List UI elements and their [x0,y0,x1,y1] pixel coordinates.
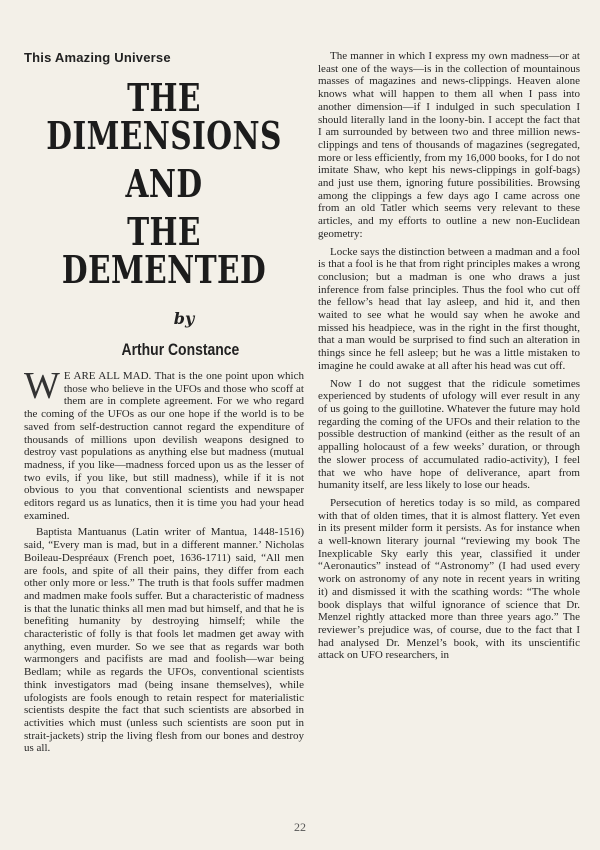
author-name: Arthur Constance [121,340,240,359]
title-line-3: THE DEMENTED [61,209,267,292]
title-line-1: THE DIMENSIONS [46,75,282,158]
right-paragraph-4: Persecution of heretics today is so mild, as compared with that of olden times, that it is almost flattery. Yet even in its present milder form it persists. As for instance when a well-known literary journal “reviewing my book The Inexplicable Sky early this year, classified it under “Aeronautics” instead of “Astronomy” (I had used every work on astronomy of any note in recent years in writing it) and dismissed it with the scathing words: “The whole book displays that wilful ignorance of science that Dr. Menzel rightly attacked more than three years ago.” The reviewer’s prejudice was, of course, due to the fact that I had analysed Dr. Menzel’s book, with its unscientific attack on UFO researchers, in [318,496,580,662]
drop-cap: W [24,365,60,407]
byline-by: by [173,309,195,328]
left-paragraph-2: Baptista Mantuanus (Latin writer of Mantua, 1448-1516) said, “Every man is mad, but in a different manner.’ Nicholas Boileau-Despréaux (French poet, 1636-1711) said, “All men are fools, and spite of all their pains, they differ from each other only more or less.” The truth is that fools suffer madmen and madmen make fools suffer. But a characteristic of madness is that the lunatic thinks all men mad but himself, and that he is benefiting humanity by destroying himself; while the characteristic of folly is that fools let madmen get away with anything, even murder. So we see that as regards war both warmongers and pacifists are mad and foolish—war being Bedlam; while as regards the UFOs, conventional scientists think investigators mad (being insane themselves), while ufologists are fools enough to retain respect for materialistic scientists despite the fact that such scientists are absorbed in activities which must (unless such scientists are soon put in strait-jackets) strip the living flesh from our bones and destroy us all. [24,526,304,755]
page-number: 22 [294,820,306,834]
right-paragraph-3: Now I do not suggest that the ridicule sometimes experienced by students of ufology will ever result in any of us going to the guillotine. Whatever the future may hold regarding the coming of the UFOs and their relation to the possible destruction of mankind (either as the result of an appalling holocaust of a few weeks’ duration, or through the slower process of accumulated radio-activity), I feel that we who have hope of deliverance, apart from humanity itself, are less likely to lose our heads. [318,377,580,492]
right-body-text [318,50,580,662]
right-column [318,50,580,667]
left-body-text [24,365,304,755]
right-paragraph-1: The manner in which I express my own madness—or at least one of the ways—is in the collection of mountainous masses of magazines and news-clippings. Heaven alone knows what will happen to them all when I pass into another dimension—if I indulged in such speculation I should literally land in the loony-bin. I accept the fact that I am surrounded by between two and three million news-clippings and tens of thousands of magazines (segregated, more or less efficiently, from my 16,000 books, for I do not imitate Shaw, who kept his news-clippings in golf-bags) and just use them, ignoring future possibilities. Browsing among the clippings a few days ago I came across one from an old Tatler which seems very relevant to these articles, and my efforts to outline a new non-Euclidean geometry: [318,50,580,240]
left-paragraph-1-text: E ARE ALL MAD. That is the one point upon which those who believe in the UFOs and those who scoff at them are in complete agreement. For we who regard the coming of the UFOs as our one hope if the world is to be saved from self-destruction cannot regard the expenditure of thousands of millions upon devilish weapons designed to destroy vast populations as anything else but madness (mutual madness, if you like—madness forced upon us as the lesser of two evils, if you like, but still madness), while if it is not obvious to you that conventional scientists and newspaper editors regard us as lunatics, then it is time you had your head examined. [24,370,304,522]
right-paragraph-2-quote: Locke says the distinction between a madman and a fool is that a fool is he that from right principles makes a wrong conclusion; but a madman is one who draws a just inference from false principles. Thus the fool who cut off the fellow’s head that lay asleep, and hid it, and then waited to see what he would say when he awoke and missed his headpiece, was in the right in the first thought, that a man would be surprised to find such an alteration in things since he fell asleep; but he was a little mistaken to imagine he could awake at all after his head was cut off. [318,245,580,372]
left-paragraph-1 [24,365,304,522]
series-heading: This Amazing Universe [24,50,171,65]
title-line-2: AND [125,161,203,206]
left-column [24,50,304,759]
